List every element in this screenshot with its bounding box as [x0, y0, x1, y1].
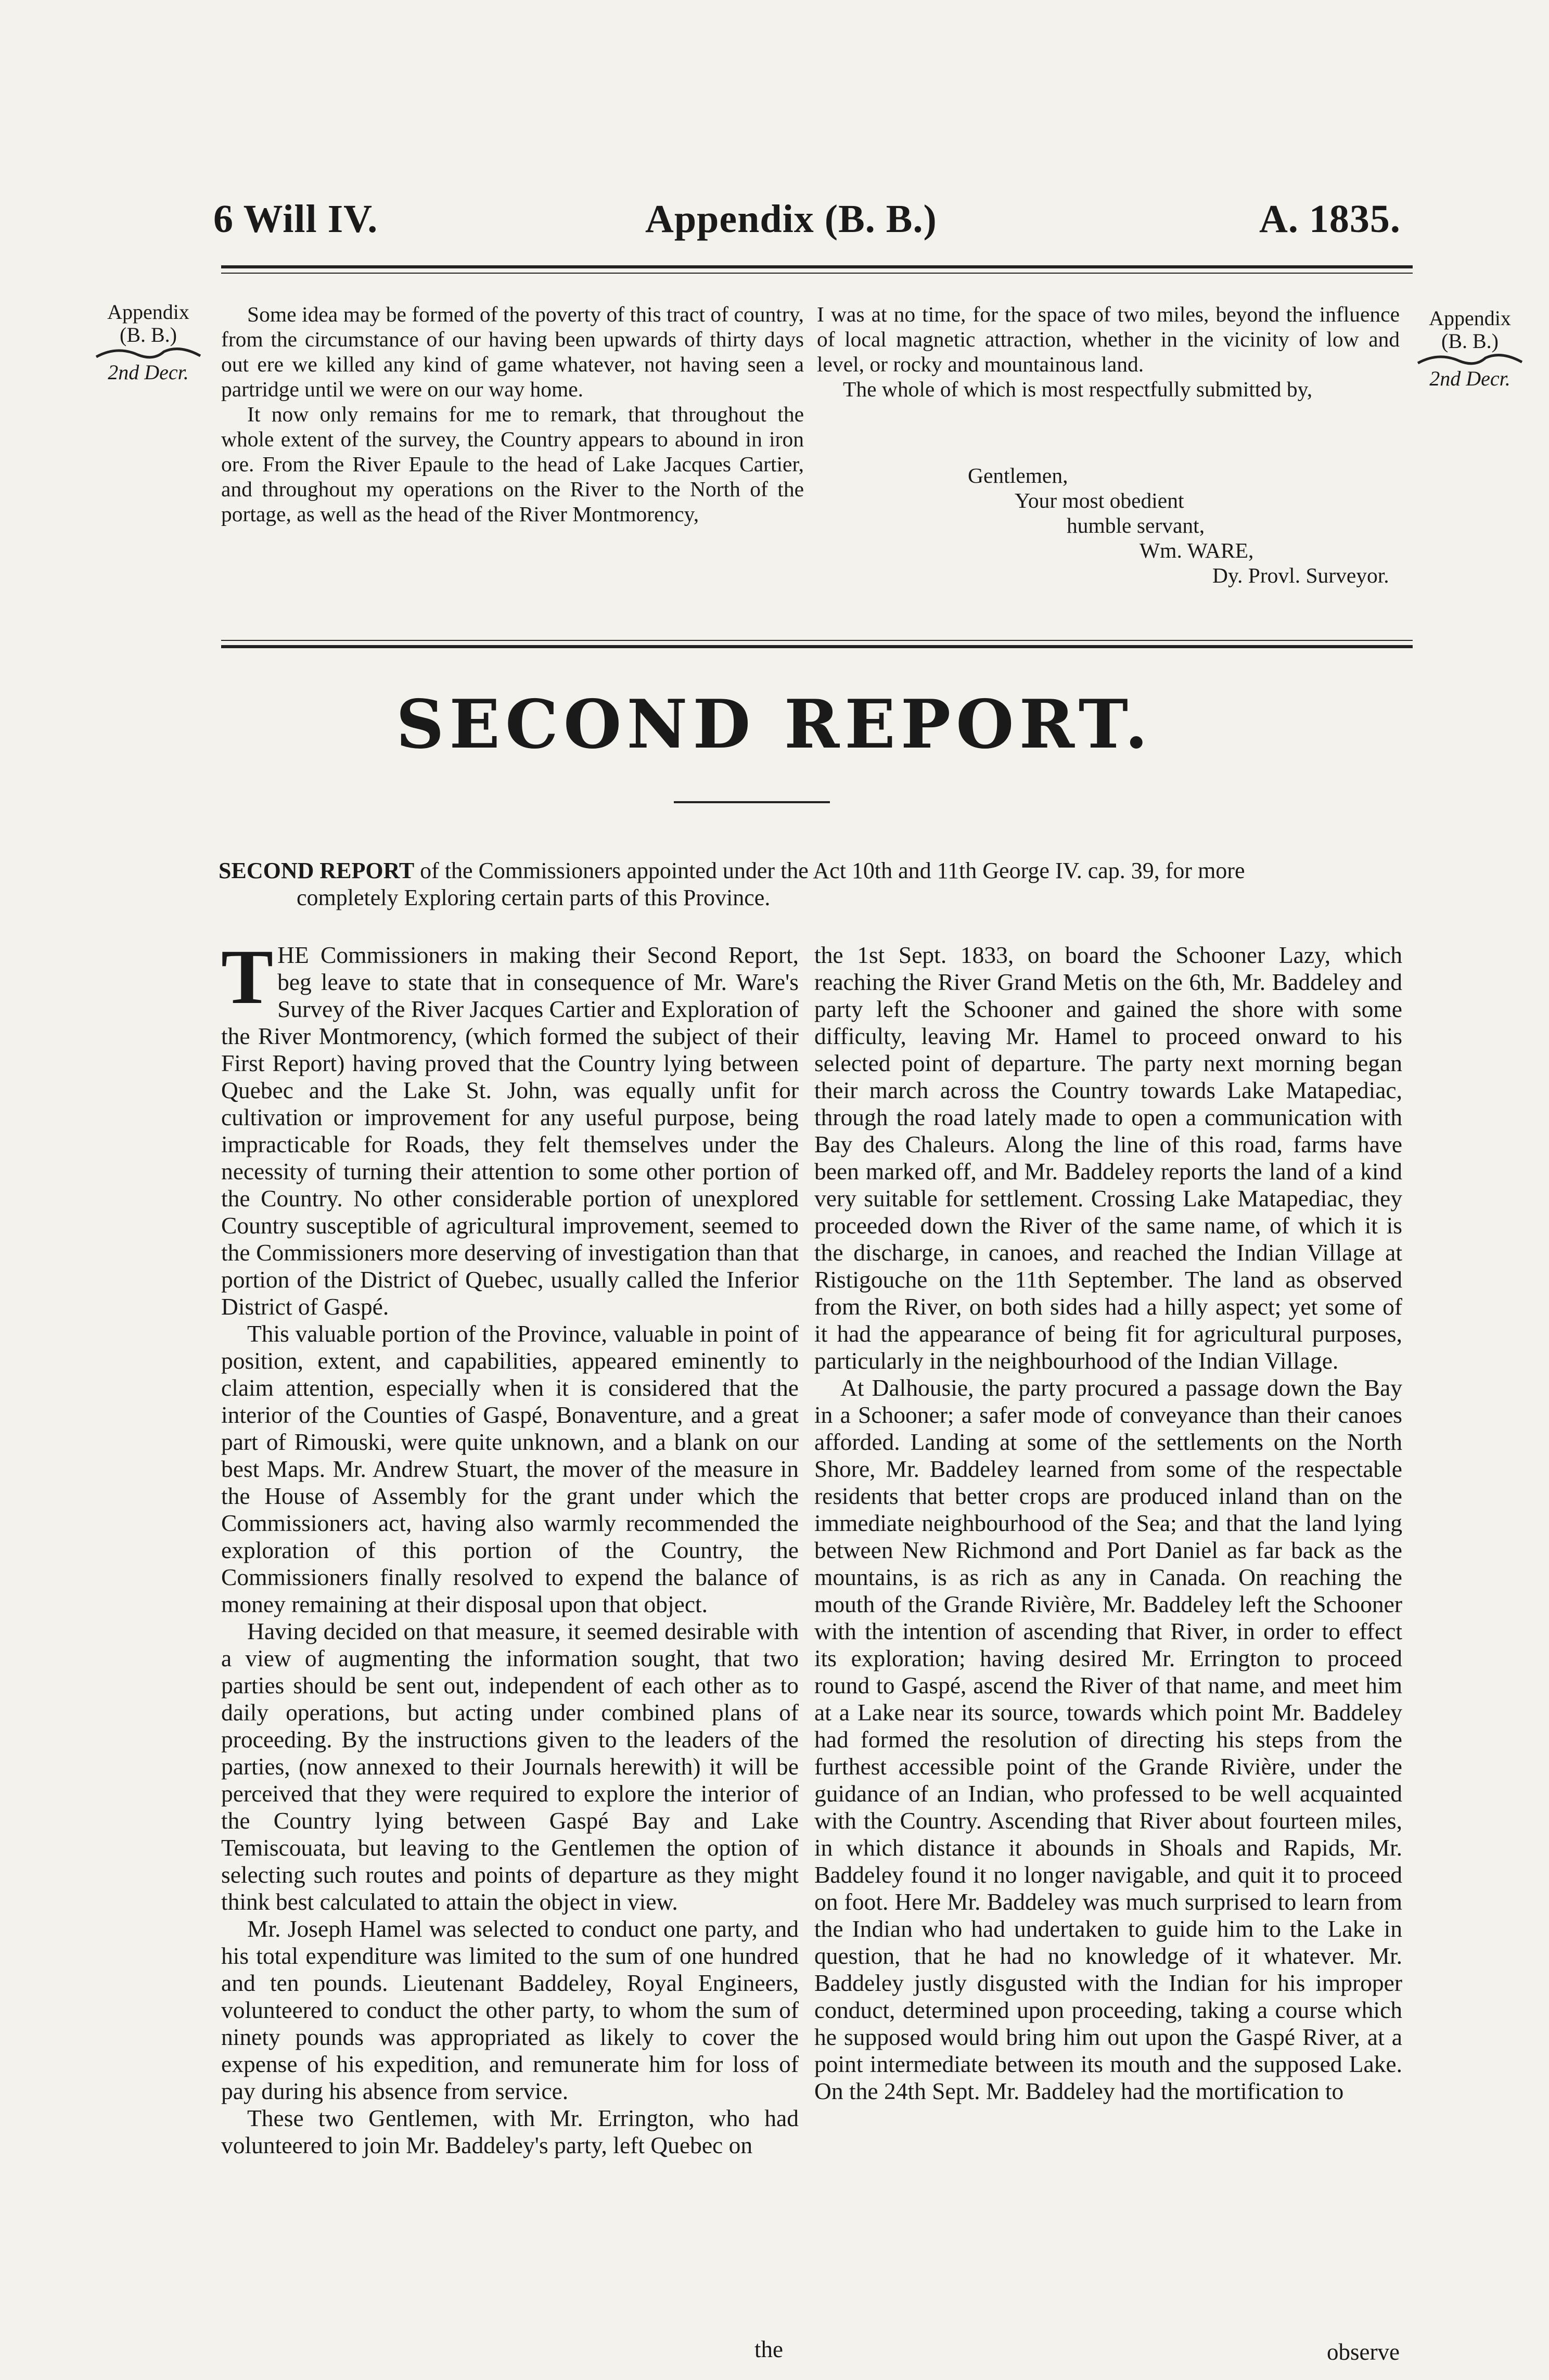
margin-note-left-line1: Appendix — [107, 300, 189, 324]
header-appendix: Appendix (B. B.) — [645, 197, 937, 241]
body-left-paragraph-4: Mr. Joseph Hamel was selected to conduct one party, and his total expenditure was limited to the sum of one hundred and ten pounds. Lieutenant Baddeley, Royal Engineers, volunteered to conduct the other party, to whom the sum of ninety pounds was appropriated as likely to cover the expense of his expedition, and remunerate him for loss of pay during his absence from service. — [221, 1915, 799, 2104]
intro-left-paragraph-1: Some idea may be formed of the poverty of this tract of country, from the circumstance of our having been upwards of thirty days out ere we killed any kind of game whatever, not having seen a partridge until we were on our way home. — [221, 302, 804, 401]
intro-left-paragraph-2: It now only remains for me to remark, that throughout the whole extent of the survey, the Country appears to abound in iron ore. From the River Epaule to the head of Lake Jacques Cartier, and throughout my operations on the River to the North of the portage, as well as the head of the River Montmorency, — [221, 402, 804, 526]
section-rule-thick — [221, 645, 1413, 648]
drop-cap-letter: T — [221, 934, 274, 1020]
intro-right-paragraph-2: The whole of which is most respectfully submitted by, — [843, 377, 1313, 401]
body-left-paragraph-5: These two Gentlemen, with Mr. Errington, who had volunteered to join Mr. Baddeley's party, left Quebec on — [221, 2105, 799, 2158]
intro-left-column — [221, 302, 804, 526]
header-year: A. 1835. — [1259, 197, 1401, 241]
report-subtitle — [219, 857, 1415, 911]
signoff-closing-1: Your most obedient — [1015, 488, 1184, 512]
subtitle-rest: of the Commissioners appointed under the Act 10th and 11th George IV. cap. 39, for more — [414, 858, 1245, 883]
margin-note-right-line2: (B. B.) — [1441, 329, 1499, 353]
title-underline — [674, 801, 830, 803]
flourish-ornament-right — [1407, 353, 1532, 367]
margin-note-left-line2: (B. B.) — [120, 323, 177, 346]
signoff-block — [817, 0, 1400, 624]
signoff-name: Wm. WARE, — [1140, 538, 1254, 562]
body-right-paragraph-1: the 1st Sept. 1833, on board the Schooner Lazy, which reaching the River Grand Metis on the 6th, Mr. Baddeley and party left the Schooner and gained the shore with some difficulty, leaving Mr. Hamel to proceed onward to his selected point of departure. The party next morning began their march across the Country towards Lake Matapediac, through the road lately made to open a communication with Bay des Chaleurs. Along the line of this road, farms have been marked off, and Mr. Baddeley reports the land of a kind very suitable for settlement. Crossing Lake Matapediac, they proceeded down the River of the same name, of which it is the discharge, in canoes, and reached the Indian Village at Ristigouche on the 11th September. The land as observed from the River, on both sides had a hilly aspect; yet some of it had the appearance of being fit for agricultural purposes, particularly in the neighbourhood of the Indian Village. — [814, 942, 1402, 1374]
body-left-paragraph-1 — [221, 934, 799, 1320]
body-right-column — [814, 942, 1402, 2105]
margin-note-left — [86, 301, 211, 384]
margin-note-right-line3: 2nd Decr. — [1429, 367, 1510, 390]
header-session: 6 Will IV. — [213, 197, 378, 241]
body-left-paragraph-1-text: HE Commissioners in making their Second Report, beg leave to state that in consequence of Mr. Ware's Survey of the River Jacques Cartier and Exploration of the River Montmorency, (which formed the subject of their First Report) having proved that the Country lying between Quebec and the Lake St. John, was equally unfit for cultivation or improvement for any useful purpose, being impracticable for Roads, they felt themselves under the necessity of turning their attention to some other portion of the Country. No other considerable portion of unexplored Country susceptible of agricultural improvement, seemed to the Commissioners more deserving of investigation than that portion of the District of Quebec, usually called the Inferior District of Gaspé. — [221, 942, 799, 1320]
signoff-title: Dy. Provl. Surveyor. — [1212, 563, 1389, 587]
right-catchword: observe — [1327, 2339, 1400, 2365]
intro-right-paragraph-1: I was at no time, for the space of two miles, beyond the influence of local magnetic attraction, whether in the vicinity of low and level, or rocky and mountainous land. — [817, 302, 1400, 376]
flourish-ornament-left — [86, 346, 211, 361]
report-title: SECOND REPORT. — [395, 686, 1154, 764]
left-catchword: the — [754, 2336, 783, 2362]
margin-note-left-line3: 2nd Decr. — [108, 361, 189, 384]
subtitle-lead: SECOND REPORT — [219, 858, 415, 883]
margin-note-right — [1407, 307, 1532, 390]
section-rule-thin — [221, 640, 1413, 641]
margin-note-right-line1: Appendix — [1429, 306, 1511, 330]
body-right-paragraph-2: At Dalhousie, the party procured a passage down the Bay in a Schooner; a safer mode of conveyance than their canoes afforded. Landing at some of the settlements on the North Shore, Mr. Baddeley learned from some of the respectable residents that better crops are produced inland than on the immediate neighbourhood of the Sea; and that the land lying between New Richmond and Port Daniel as far back as the mountains, is as rich as any in Canada. On reaching the mouth of the Grande Rivière, Mr. Baddeley left the Schooner with the intention of ascending that River, in order to effect its exploration; having desired Mr. Errington to proceed round to Gaspé, ascend the River of that name, and meet him at a Lake near its source, towards which point Mr. Baddeley had formed the resolution of directing his steps from the furthest accessible point of the Grande Rivière, under the guidance of an Indian, who professed to be well acquainted with the Country. Ascending that River about fourteen miles, in which distance it abounds in Shoals and Rapids, Mr. Baddeley found it no longer navigable, and quit it to proceed on foot. Here Mr. Baddeley was much surprised to learn from the Indian who had undertaken to guide him to the Lake in question, that he had no knowledge of it whatever. Mr. Baddeley justly disgusted with the Indian for his improper conduct, determined upon proceeding, taking a course which he supposed would bring him out upon the Gaspé River, at a point intermediate between its mouth and the supposed Lake. On the 24th Sept. Mr. Baddeley had the mortification to — [814, 1374, 1402, 2104]
body-left-paragraph-3: Having decided on that measure, it seemed desirable with a view of augmenting the information sought, that two parties should be sent out, independent of each other as to daily operations, but acting under combined plans of proceeding. By the instructions given to the leaders of the parties, (now annexed to their Journals herewith) it will be perceived that they were required to explore the interior of the Country lying between Gaspé Bay and Lake Temiscouata, but leaving to the Gentlemen the option of selecting such routes and points of departure as they might think best calculated to attain the object in view. — [221, 1618, 799, 1915]
signoff-closing-2: humble servant, — [1067, 513, 1205, 537]
signoff-salutation: Gentlemen, — [968, 464, 1068, 487]
body-left-column — [221, 934, 799, 2159]
subtitle-continuation: completely Exploring certain parts of this Province. — [297, 885, 771, 910]
body-left-paragraph-2: This valuable portion of the Province, valuable in point of position, extent, and capabilities, appeared eminently to claim attention, especially when it is considered that the interior of the Counties of Gaspé, Bonaventure, and a great part of Rimouski, were quite unknown, and a blank on our best Maps. Mr. Andrew Stuart, the mover of the measure in the House of Assembly for the grant under which the Commissioners act, having also warmly recommended the exploration of this portion of the Country, the Commissioners finally resolved to expend the balance of money remaining at their disposal upon that object. — [221, 1320, 799, 1617]
